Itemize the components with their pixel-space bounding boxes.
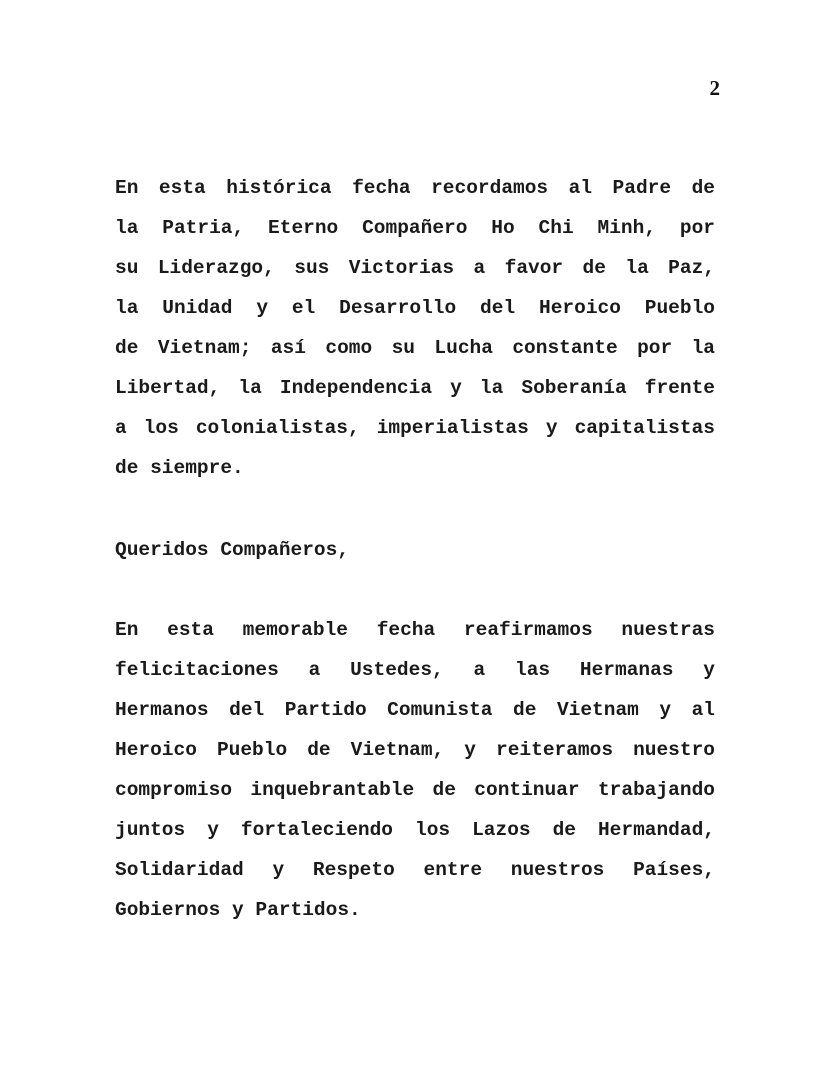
page-number: 2 (709, 76, 720, 100)
text-line: En esta histórica fecha recordamos al Padre de (115, 177, 715, 199)
text-line: la Unidad y el Desarrollo del Heroico Pueblo (115, 297, 715, 319)
paragraph-tribute (115, 168, 715, 488)
text-line: Hermanos del Partido Comunista de Vietnam y al (115, 699, 715, 721)
text-line: Gobiernos y Partidos. (115, 899, 361, 921)
text-line: su Liderazgo, sus Victorias a favor de la Paz, (115, 257, 715, 279)
text-line: En esta memorable fecha reafirmamos nuestras (115, 619, 715, 641)
text-line: a los colonialistas, imperialistas y capitalistas (115, 417, 715, 439)
text-line: juntos y fortaleciendo los Lazos de Hermandad, (115, 819, 715, 841)
text-line: Heroico Pueblo de Vietnam, y reiteramos nuestro (115, 739, 715, 761)
text-line: Queridos Compañeros, (115, 539, 350, 561)
text-line: felicitaciones a Ustedes, a las Hermanas y (115, 659, 715, 681)
text-line: Solidaridad y Respeto entre nuestros Países, (115, 859, 715, 881)
text-line: compromiso inquebrantable de continuar trabajando (115, 779, 715, 801)
text-line: de siempre. (115, 457, 244, 479)
text-line: la Patria, Eterno Compañero Ho Chi Minh, por (115, 217, 715, 239)
text-line: de Vietnam; así como su Lucha constante por la (115, 337, 715, 359)
text-line: Libertad, la Independencia y la Soberanía frente (115, 377, 715, 399)
paragraph-reaffirmation (115, 610, 715, 930)
paragraph-salutation (115, 530, 715, 570)
